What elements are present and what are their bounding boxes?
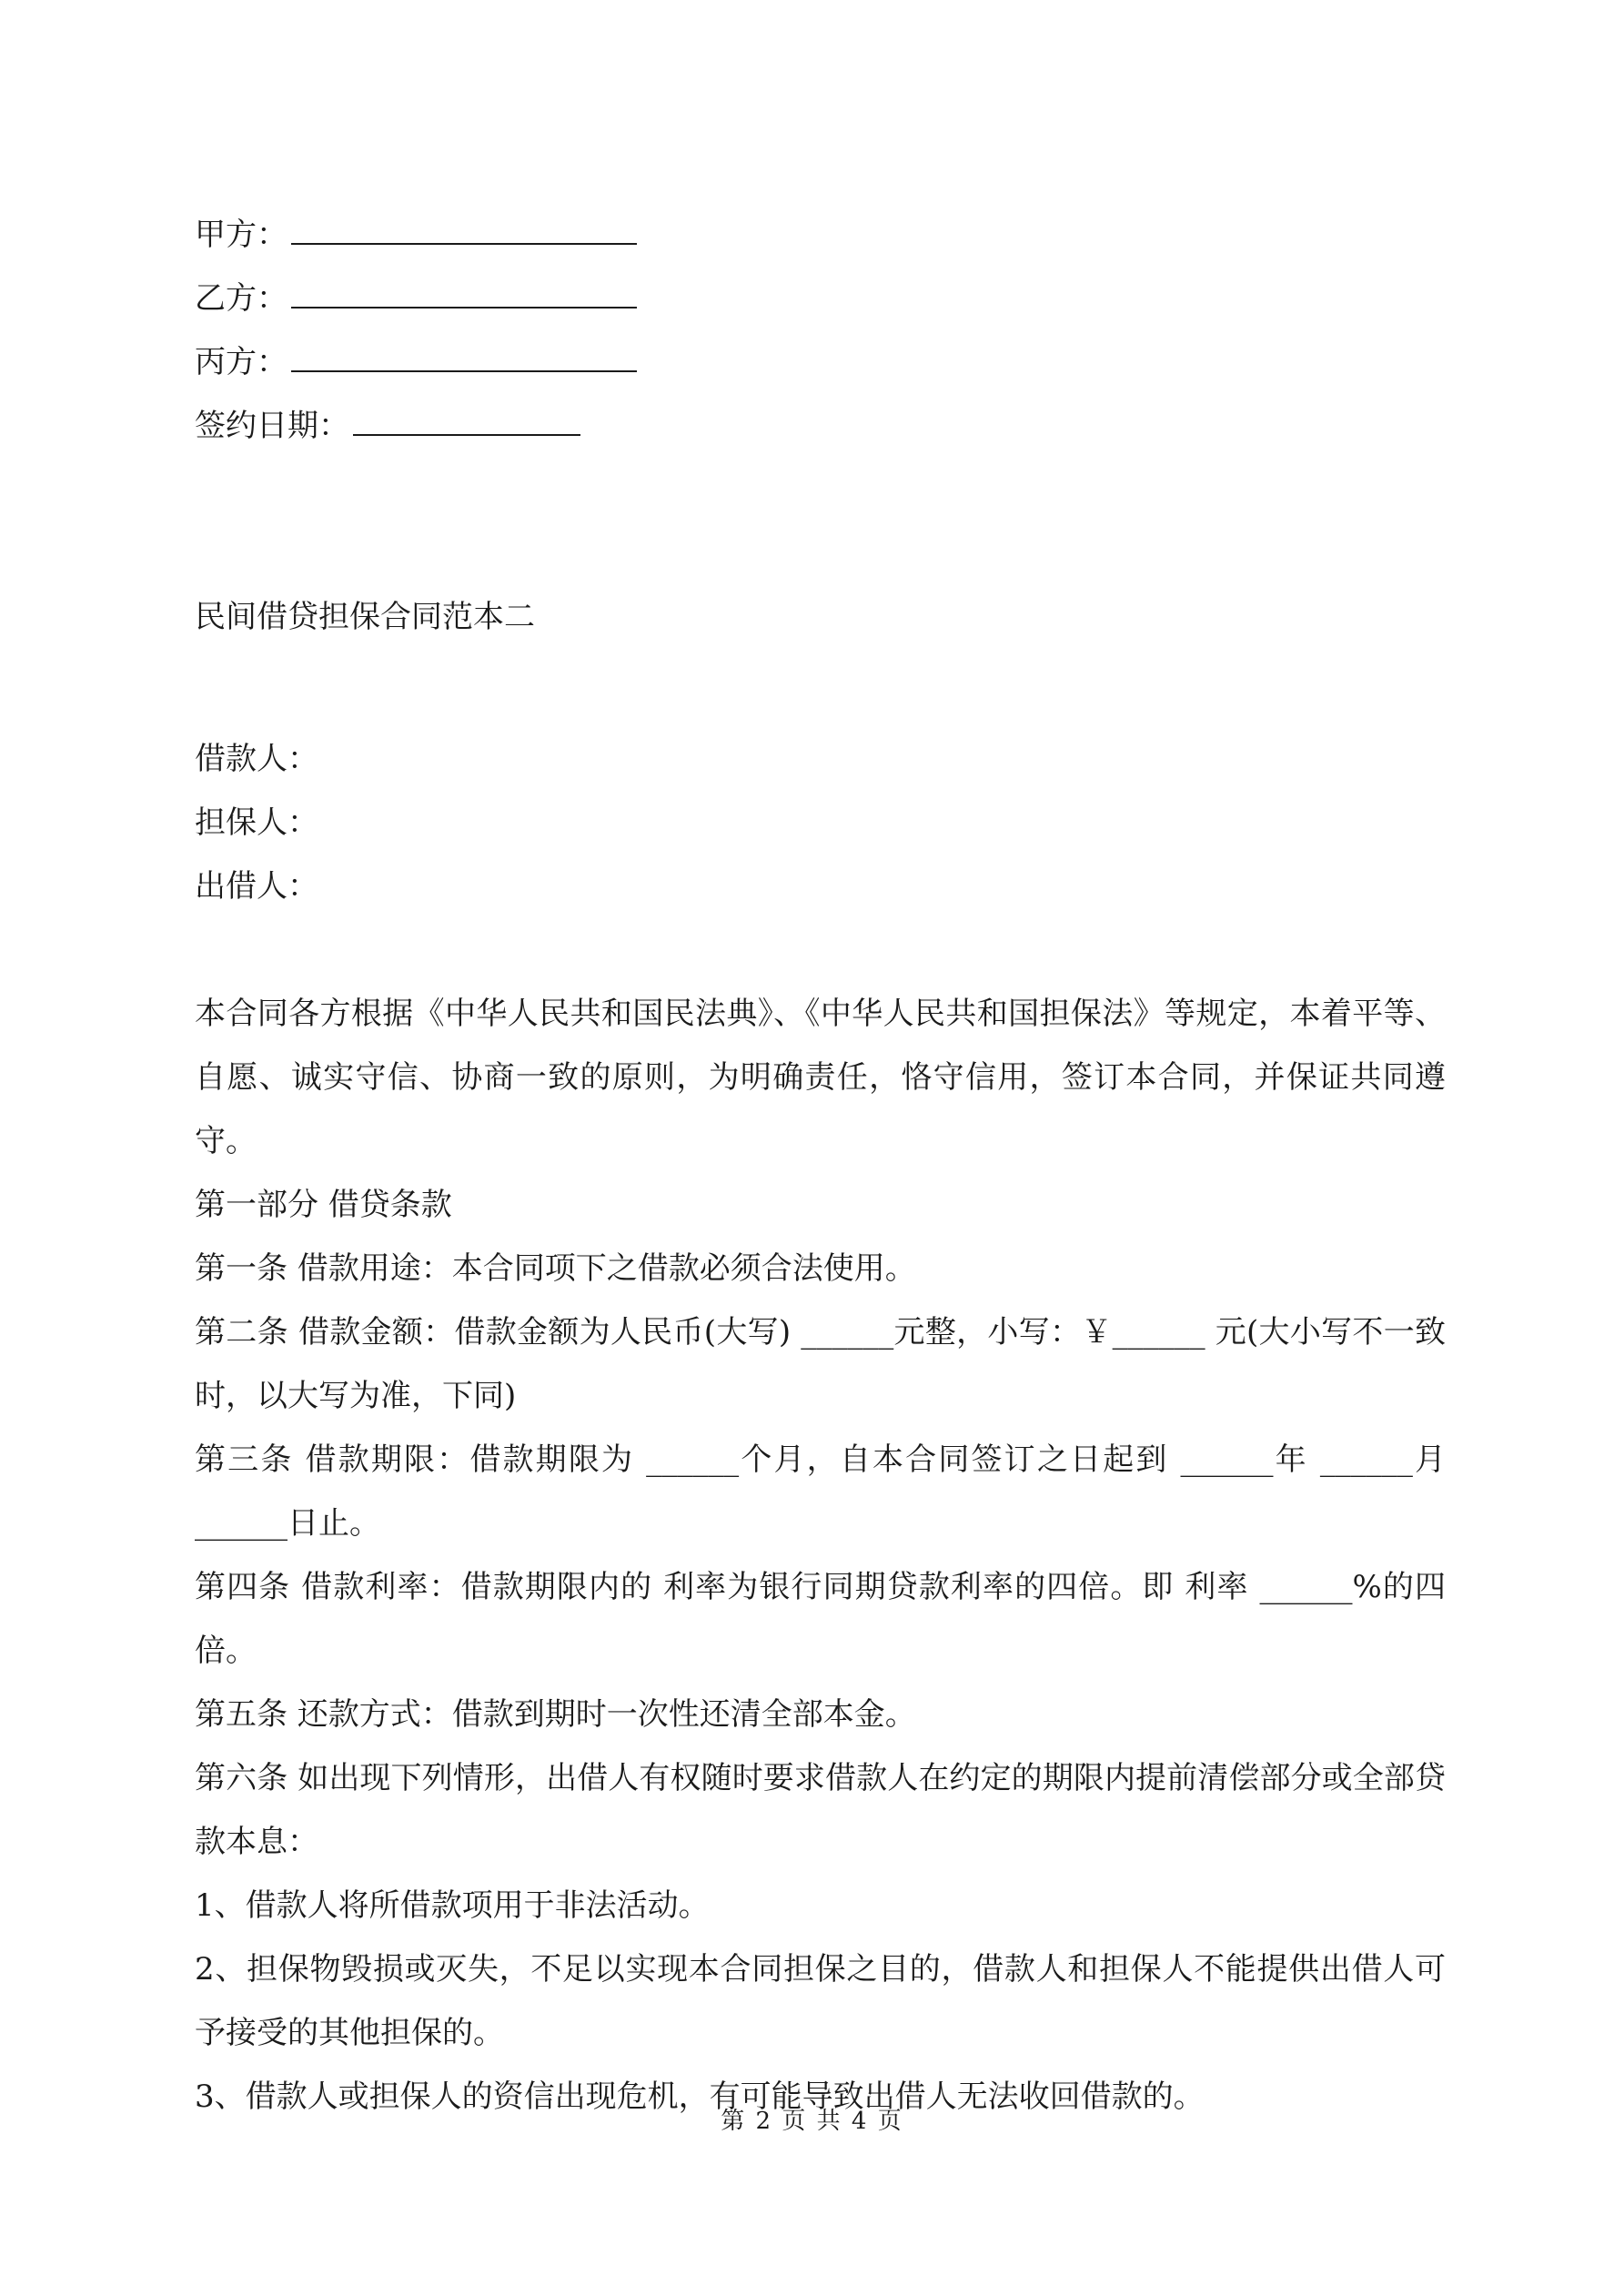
party-b-blank <box>291 279 637 308</box>
list-item-1: 1、借款人将所借款项用于非法活动。 <box>195 1887 710 1924</box>
sign-date-label: 签约日期： <box>195 408 349 444</box>
article-3: 第三条 借款期限：借款期限为 ______个月，自本合同签订之日起到 ______年 ______月 ______日止。 <box>195 1441 1446 1542</box>
borrower-label: 借款人： <box>195 741 318 777</box>
article-5: 第五条 还款方式：借款到期时一次性还清全部本金。 <box>195 1696 916 1733</box>
list-item-3: 3、借款人或担保人的资信出现危机，有可能导致出借人无法收回借款的。 <box>195 2079 1205 2115</box>
lender-label: 出借人： <box>195 868 318 905</box>
part-one-heading: 第一部分 借贷条款 <box>195 1187 452 1223</box>
document-body <box>195 203 1446 2129</box>
party-c-field <box>195 330 1446 394</box>
party-a-label: 甲方： <box>195 217 287 253</box>
party-a-blank <box>291 216 637 245</box>
party-b-field <box>195 267 1446 330</box>
party-c-label: 丙方： <box>195 344 287 380</box>
party-c-blank <box>291 343 637 372</box>
list-item-2: 2、担保物毁损或灭失，不足以实现本合同担保之目的，借款人和担保人不能提供出借人可予接受的其他担保的。 <box>195 1951 1446 2051</box>
party-a-field <box>195 203 1446 267</box>
document-title: 民间借贷担保合同范本二 <box>195 599 535 635</box>
article-2: 第二条 借款金额：借款金额为人民币(大写) ______元整，小写：￥______ 元(大小写不一致时，以大写为准，下同) <box>195 1314 1446 1414</box>
article-1: 第一条 借款用途：本合同项下之借款必须合法使用。 <box>195 1250 916 1287</box>
party-b-label: 乙方： <box>195 280 287 317</box>
guarantor-label: 担保人： <box>195 804 318 841</box>
sign-date-field <box>195 394 1446 458</box>
preamble-paragraph: 本合同各方根据《中华人民共和国民法典》、《中华人民共和国担保法》等规定，本着平等、自愿、诚实守信、协商一致的原则，为明确责任，恪守信用，签订本合同，并保证共同遵守。 <box>195 996 1446 1159</box>
page-footer: 第 2 页 共 4 页 <box>721 2108 903 2135</box>
sign-date-blank <box>353 407 580 436</box>
article-6: 第六条 如出现下列情形，出借人有权随时要求借款人在约定的期限内提前清偿部分或全部贷款本息： <box>195 1760 1446 1860</box>
article-4: 第四条 借款利率：借款期限内的 利率为银行同期贷款利率的四倍。即 利率 ______%的四倍。 <box>195 1569 1446 1669</box>
